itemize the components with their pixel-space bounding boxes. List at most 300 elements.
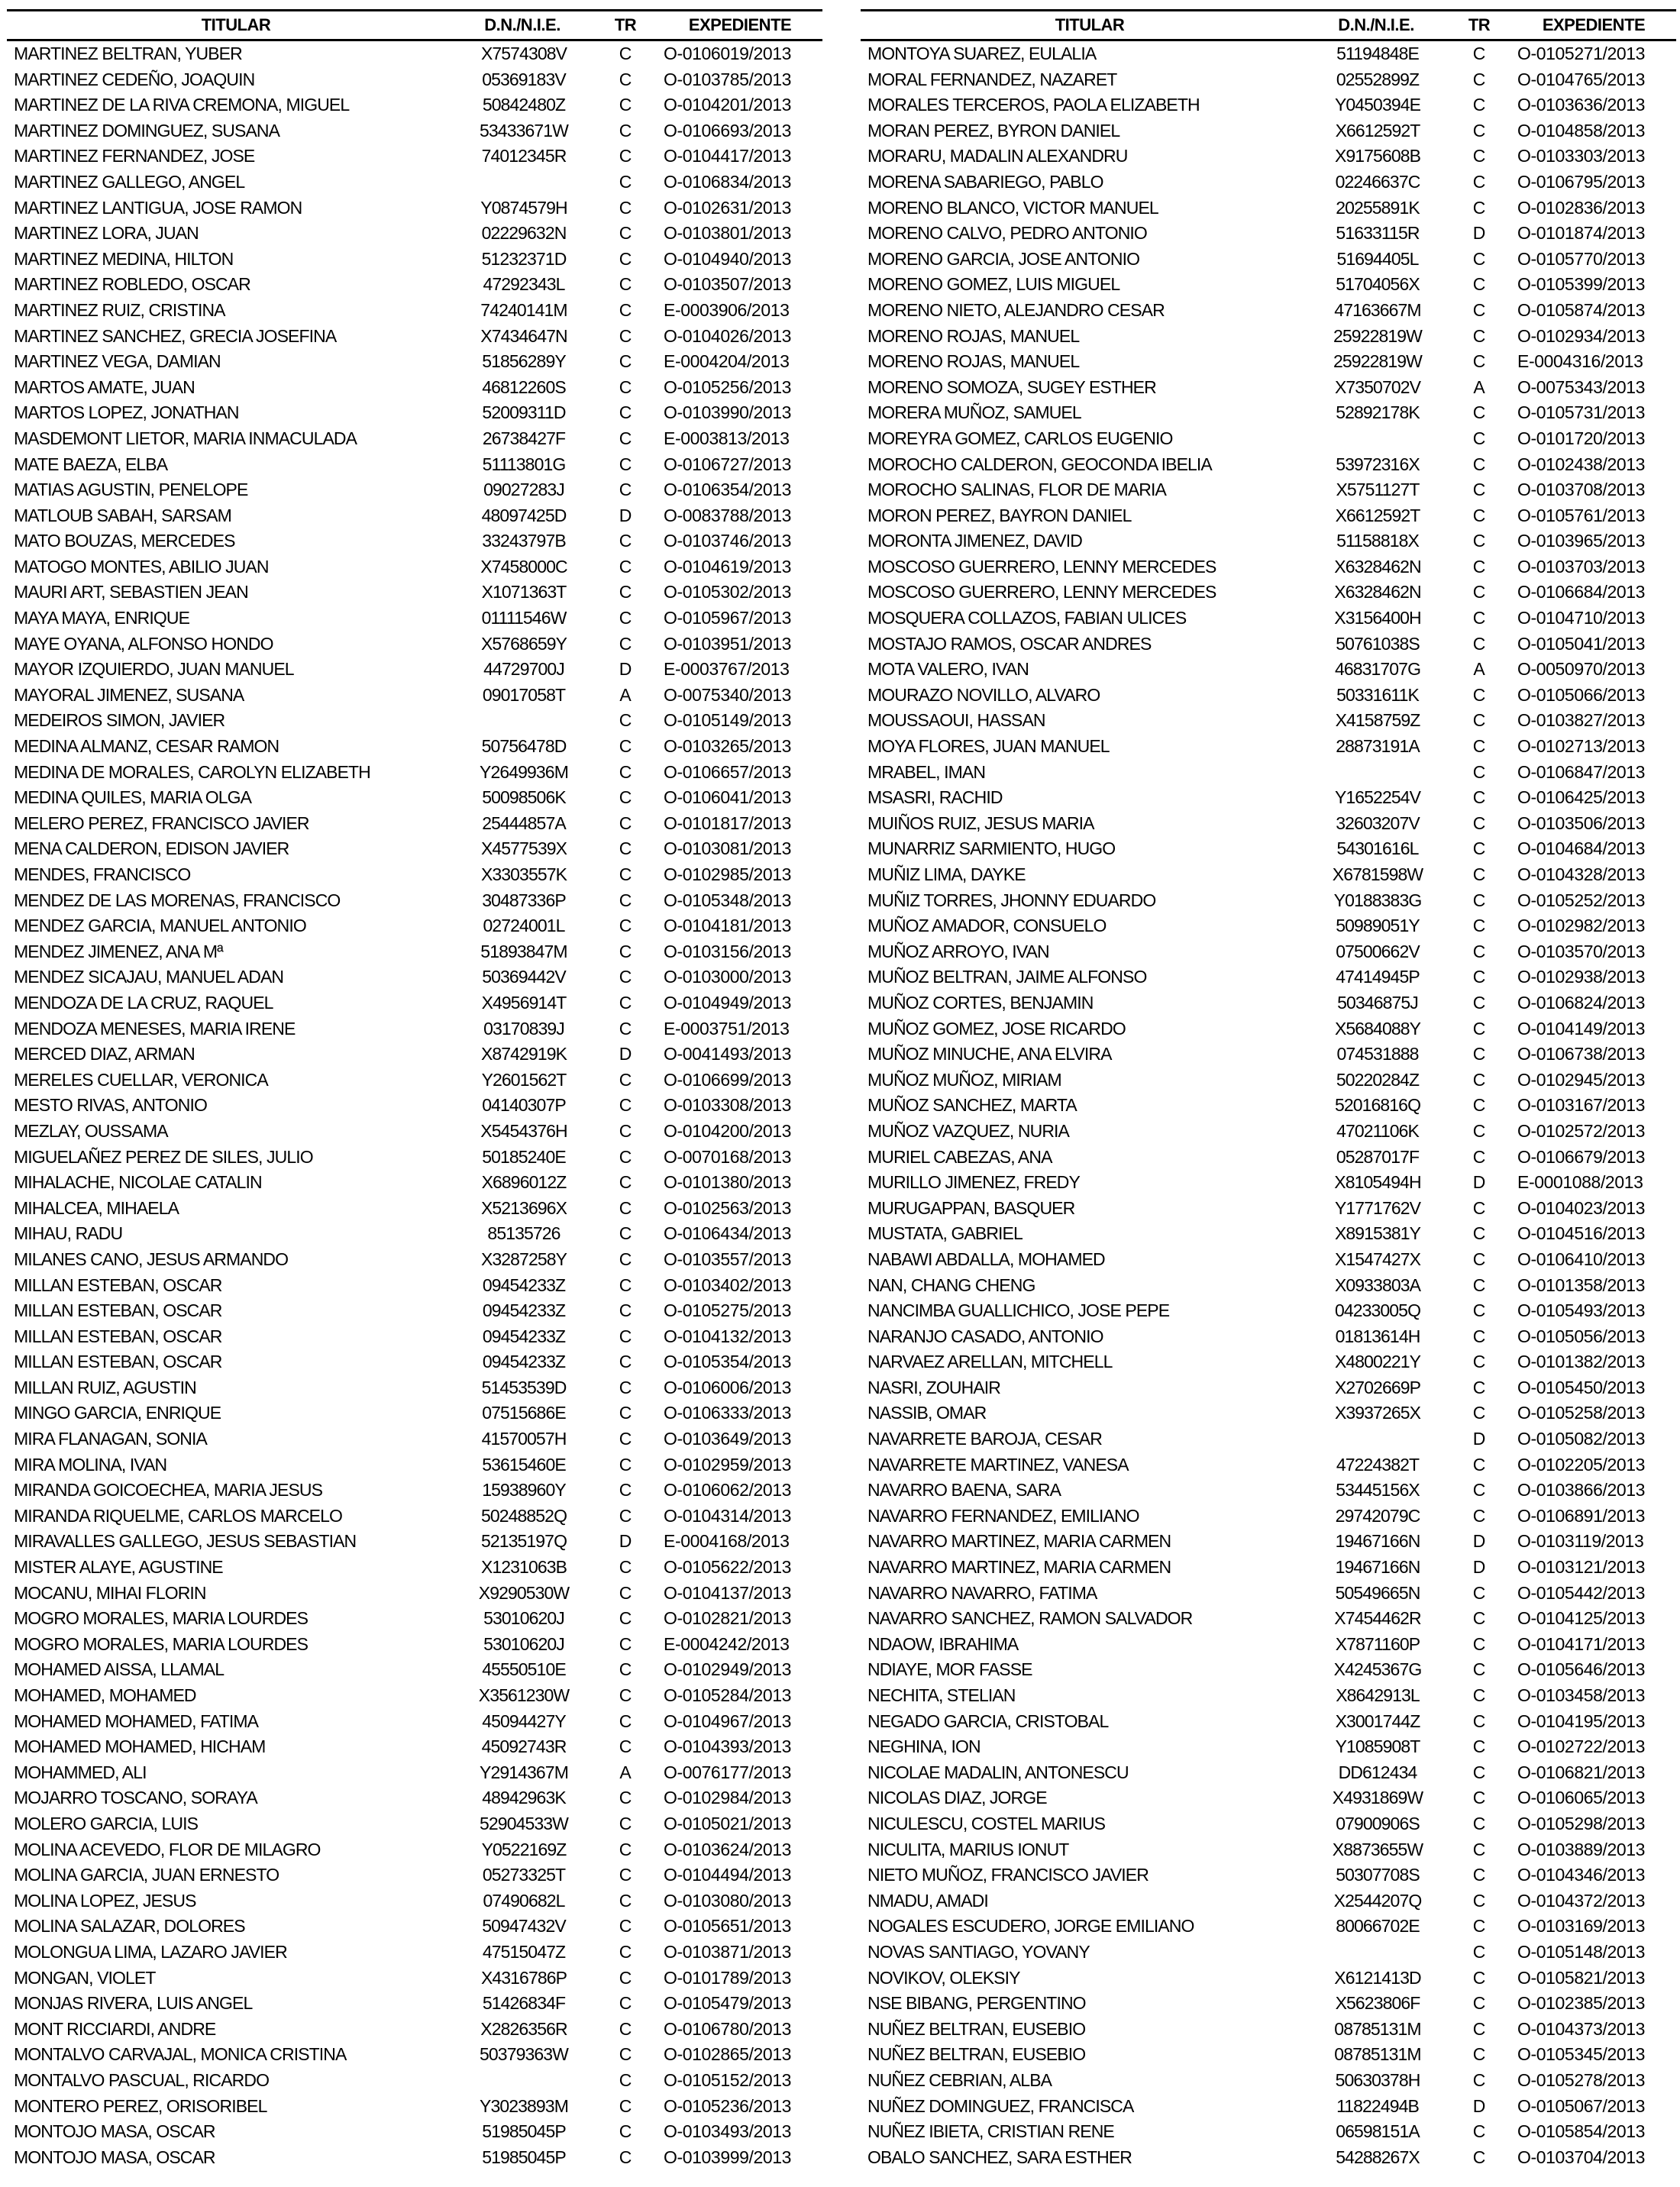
titular-cell: MUÑOZ CORTES, BENJAMIN xyxy=(867,992,1094,1013)
tr-cell: C xyxy=(619,1197,632,1218)
expediente-cell: O-0103999/2013 xyxy=(664,2147,792,2167)
header-dni: D.N./N.I.E. xyxy=(484,15,561,34)
titular-cell: MUIÑOS RUIZ, JESUS MARIA xyxy=(867,812,1094,833)
expediente-cell: O-0104967/2013 xyxy=(664,1711,792,1731)
table-row xyxy=(861,1452,1676,1478)
tr-cell: D xyxy=(619,1531,632,1552)
titular-cell: MIRANDA GOICOECHEA, MARIA JESUS xyxy=(14,1480,323,1501)
dni-cell: 07500662V xyxy=(1336,941,1420,961)
titular-cell: MENDES, FRANCISCO xyxy=(14,864,191,884)
titular-cell: MORENA SABARIEGO, PABLO xyxy=(867,171,1103,192)
expediente-cell: O-0105821/2013 xyxy=(1517,1967,1646,1988)
titular-cell: MUÑOZ VAZQUEZ, NURIA xyxy=(867,1120,1069,1141)
tr-cell: C xyxy=(1472,95,1486,115)
dni-cell: X5684088Y xyxy=(1334,1018,1421,1039)
table-row xyxy=(861,1145,1676,1171)
titular-cell: MIHALCEA, MIHAELA xyxy=(14,1197,179,1218)
table-row xyxy=(861,92,1676,118)
table-top-rule xyxy=(7,9,822,11)
tr-cell: C xyxy=(619,1813,632,1833)
dni-cell: X1231063B xyxy=(480,1557,567,1578)
expediente-cell: O-0105651/2013 xyxy=(664,1916,792,1937)
tr-cell: C xyxy=(1472,967,1486,987)
table-row xyxy=(7,2017,822,2043)
dni-cell: 51856289Y xyxy=(482,351,566,372)
table-top-rule xyxy=(861,9,1676,11)
dni-cell: 50761038S xyxy=(1336,633,1420,654)
tr-cell: C xyxy=(1472,736,1486,757)
table-row xyxy=(861,67,1676,93)
expediente-cell: O-0105021/2013 xyxy=(664,1813,792,1833)
expediente-cell: O-0103000/2013 xyxy=(664,967,792,987)
titular-cell: MOHAMED, MOHAMED xyxy=(14,1685,196,1705)
expediente-cell: O-0106780/2013 xyxy=(664,2018,792,2039)
titular-cell: MENDOZA MENESES, MARIA IRENE xyxy=(14,1018,296,1039)
titular-cell: MARTINEZ LANTIGUA, JOSE RAMON xyxy=(14,197,302,218)
expediente-cell: O-0103506/2013 xyxy=(1517,812,1646,833)
table-row xyxy=(7,528,822,554)
expediente-cell: O-0104137/2013 xyxy=(664,1582,792,1603)
titular-cell: MUÑOZ ARROYO, IVAN xyxy=(867,941,1049,961)
tr-cell: C xyxy=(1472,1941,1486,1962)
expediente-cell: O-0105278/2013 xyxy=(1517,2069,1646,2090)
tr-cell: C xyxy=(1472,941,1486,961)
expediente-cell: O-0104026/2013 xyxy=(664,325,792,346)
table-row xyxy=(7,1375,822,1401)
dni-cell: 05369183V xyxy=(482,69,566,89)
titular-cell: NAVARRETE MARTINEZ, VANESA xyxy=(867,1454,1129,1475)
expediente-cell: O-0103265/2013 xyxy=(664,736,792,757)
tr-cell: C xyxy=(1472,992,1486,1013)
left-table xyxy=(7,0,822,2187)
dni-cell: 25922819W xyxy=(1333,351,1422,372)
expediente-cell: O-0105252/2013 xyxy=(1517,890,1646,910)
table-row xyxy=(7,1914,822,1940)
titular-cell: MOSCOSO GUERRERO, LENNY MERCEDES xyxy=(867,582,1216,602)
titular-cell: MENDEZ GARCIA, MANUEL ANTONIO xyxy=(14,916,306,936)
titular-cell: NAVARRO NAVARRO, FATIMA xyxy=(867,1582,1097,1603)
titular-cell: MOHAMED MOHAMED, HICHAM xyxy=(14,1736,266,1757)
tr-cell: C xyxy=(1472,1608,1486,1629)
dni-cell: 02246637C xyxy=(1335,171,1420,192)
table-row xyxy=(861,1349,1676,1375)
dni-cell: Y2914367M xyxy=(480,1762,568,1782)
dni-cell: X5623806F xyxy=(1335,1993,1420,2014)
dni-cell: X0933803A xyxy=(1334,1274,1421,1295)
table-row xyxy=(7,1632,822,1658)
titular-cell: NARANJO CASADO, ANTONIO xyxy=(867,1326,1103,1346)
titular-cell: MORENO BLANCO, VICTOR MANUEL xyxy=(867,197,1158,218)
expediente-cell: O-0102205/2013 xyxy=(1517,1454,1646,1475)
titular-cell: MARTINEZ RUIZ, CRISTINA xyxy=(14,299,225,320)
tr-cell: C xyxy=(1472,248,1486,269)
titular-cell: MOGRO MORALES, MARIA LOURDES xyxy=(14,1608,309,1629)
expediente-cell: O-0103081/2013 xyxy=(664,838,792,859)
expediente-cell: O-0105236/2013 xyxy=(664,2095,792,2116)
tr-cell: C xyxy=(1472,2069,1486,2090)
table-row xyxy=(7,1093,822,1119)
dni-cell: 41570057H xyxy=(481,1429,567,1449)
expediente-cell: O-0104765/2013 xyxy=(1517,69,1646,89)
expediente-cell: O-0101380/2013 xyxy=(664,1172,792,1193)
titular-cell: MOSCOSO GUERRERO, LENNY MERCEDES xyxy=(867,556,1216,577)
table-row xyxy=(861,1683,1676,1709)
titular-cell: MOHAMED MOHAMED, FATIMA xyxy=(14,1711,259,1731)
tr-cell: C xyxy=(1472,761,1486,782)
tr-cell: C xyxy=(1472,1736,1486,1757)
dni-cell: 50379363W xyxy=(480,2044,568,2065)
table-row xyxy=(7,1170,822,1196)
table-row xyxy=(861,606,1676,632)
table-row xyxy=(861,195,1676,221)
dni-cell: X1071363T xyxy=(481,582,567,602)
titular-cell: MARTINEZ DOMINGUEZ, SUSANA xyxy=(14,120,280,141)
tr-cell: C xyxy=(1472,1044,1486,1064)
tr-cell: C xyxy=(1472,633,1486,654)
expediente-cell: O-0106679/2013 xyxy=(1517,1146,1646,1167)
dni-cell: X7350702V xyxy=(1334,376,1421,397)
tr-cell: C xyxy=(619,376,632,397)
titular-cell: NDAOW, IBRAHIMA xyxy=(867,1633,1019,1654)
tr-cell: C xyxy=(1472,531,1486,551)
dni-cell: 29742079C xyxy=(1335,1505,1420,1526)
table-row xyxy=(861,1093,1676,1119)
tr-cell: C xyxy=(619,480,632,500)
titular-cell: NAVARRO SANCHEZ, RAMON SALVADOR xyxy=(867,1608,1193,1629)
table-row xyxy=(7,1837,822,1863)
dni-cell: 47292343L xyxy=(483,274,565,295)
titular-cell: MUÑOZ AMADOR, CONSUELO xyxy=(867,916,1107,936)
table-row xyxy=(7,1221,822,1247)
table-row xyxy=(861,528,1676,554)
expediente-cell: O-0105399/2013 xyxy=(1517,274,1646,295)
expediente-cell: O-0104494/2013 xyxy=(664,1865,792,1885)
titular-cell: MOSTAJO RAMOS, OSCAR ANDRES xyxy=(867,633,1152,654)
dni-cell: 15938960Y xyxy=(482,1480,566,1501)
titular-cell: MUSTATA, GABRIEL xyxy=(867,1223,1023,1244)
tr-cell: C xyxy=(619,1659,632,1680)
dni-cell: 53445156X xyxy=(1336,1480,1420,1501)
dni-cell: 25922819W xyxy=(1333,325,1422,346)
dni-cell: 50220284Z xyxy=(1336,1069,1420,1090)
titular-cell: NAN, CHANG CHENG xyxy=(867,1274,1035,1295)
table-row xyxy=(861,1478,1676,1504)
table-row xyxy=(861,888,1676,914)
tr-cell: C xyxy=(1472,1788,1486,1808)
table-row xyxy=(861,1298,1676,1324)
expediente-cell: O-0106065/2013 xyxy=(1517,1788,1646,1808)
table-row xyxy=(861,1966,1676,1992)
titular-cell: NUÑEZ DOMINGUEZ, FRANCISCA xyxy=(867,2095,1134,2116)
dni-cell: 09454233Z xyxy=(482,1300,566,1321)
expediente-cell: O-0102985/2013 xyxy=(664,864,792,884)
dni-cell: 51453539D xyxy=(481,1377,567,1397)
tr-cell: C xyxy=(619,1146,632,1167)
dni-cell: 08785131M xyxy=(1334,2018,1421,2039)
dni-cell: X6781598W xyxy=(1332,864,1423,884)
tr-cell: C xyxy=(1472,1300,1486,1321)
titular-cell: MIRA FLANAGAN, SONIA xyxy=(14,1429,207,1449)
expediente-cell: O-0102713/2013 xyxy=(1517,736,1646,757)
titular-cell: MEDINA ALMANZ, CESAR RAMON xyxy=(14,736,279,757)
expediente-cell: O-0105479/2013 xyxy=(664,1993,792,2014)
dni-cell: Y0522169Z xyxy=(481,1839,567,1859)
table-row xyxy=(7,1734,822,1760)
tr-cell: C xyxy=(1472,710,1486,731)
dni-cell: 54288267X xyxy=(1336,2147,1420,2167)
tr-cell: C xyxy=(1472,1505,1486,1526)
titular-cell: NARVAEZ ARELLAN, MITCHELL xyxy=(867,1352,1113,1372)
expediente-cell: O-0103990/2013 xyxy=(664,402,792,423)
titular-cell: MONTERO PEREZ, ORISORIBEL xyxy=(14,2095,267,2116)
titular-cell: MOSQUERA COLLAZOS, FABIAN ULICES xyxy=(867,608,1187,628)
tr-cell: C xyxy=(1472,1916,1486,1937)
table-row xyxy=(861,1221,1676,1247)
titular-cell: MEDINA QUILES, MARIA OLGA xyxy=(14,787,252,808)
titular-cell: MIRAVALLES GALLEGO, JESUS SEBASTIAN xyxy=(14,1531,357,1552)
tr-cell: C xyxy=(1472,838,1486,859)
tr-cell: A xyxy=(619,684,632,705)
table-row xyxy=(7,990,822,1016)
tr-cell: C xyxy=(619,299,632,320)
expediente-cell: O-0105066/2013 xyxy=(1517,684,1646,705)
expediente-cell: O-0106425/2013 xyxy=(1517,787,1646,808)
expediente-cell: O-0103493/2013 xyxy=(664,2121,792,2142)
dni-cell: 074531888 xyxy=(1336,1044,1419,1064)
tr-cell: C xyxy=(619,1069,632,1090)
dni-cell: 51633115R xyxy=(1336,223,1420,244)
table-row xyxy=(7,554,822,580)
titular-cell: MATIAS AGUSTIN, PENELOPE xyxy=(14,480,248,500)
expediente-cell: O-0104372/2013 xyxy=(1517,1890,1646,1911)
table-row xyxy=(7,477,822,503)
table-row xyxy=(861,1426,1676,1452)
tr-cell: C xyxy=(619,531,632,551)
table-row xyxy=(861,1811,1676,1837)
table-row xyxy=(7,170,822,195)
titular-cell: MERELES CUELLAR, VERONICA xyxy=(14,1069,268,1090)
dni-cell: X3156400H xyxy=(1334,608,1421,628)
titular-cell: NAVARRO BAENA, SARA xyxy=(867,1480,1061,1501)
dni-cell: X4800221Y xyxy=(1334,1352,1421,1372)
tr-cell: C xyxy=(619,2147,632,2167)
table-row xyxy=(7,1991,822,2017)
dni-cell: 51113801G xyxy=(482,454,566,474)
table-row xyxy=(7,1068,822,1094)
expediente-cell: O-0083788/2013 xyxy=(664,505,792,525)
titular-cell: NAVARRO MARTINEZ, MARIA CARMEN xyxy=(867,1557,1171,1578)
dni-cell: 53972316X xyxy=(1336,454,1420,474)
expediente-cell: O-0104181/2013 xyxy=(664,916,792,936)
dni-cell: X8873655W xyxy=(1332,1839,1423,1859)
table-row xyxy=(7,1400,822,1426)
expediente-cell: O-0102821/2013 xyxy=(664,1608,792,1629)
titular-cell: MOUSSAOUI, HASSAN xyxy=(867,710,1045,731)
table-row xyxy=(7,272,822,298)
expediente-cell: O-0103708/2013 xyxy=(1517,480,1646,500)
dni-cell: X6896012Z xyxy=(481,1172,567,1193)
tr-cell: C xyxy=(619,1993,632,2014)
expediente-cell: O-0106006/2013 xyxy=(664,1377,792,1397)
table-row xyxy=(7,118,822,144)
dni-cell: 50248852Q xyxy=(480,1505,567,1526)
titular-cell: MOHAMED AISSA, LLAMAL xyxy=(14,1659,225,1680)
header-titular: TITULAR xyxy=(201,15,271,34)
dni-cell: Y0874579H xyxy=(480,197,567,218)
table-row xyxy=(861,734,1676,760)
expediente-cell: O-0104417/2013 xyxy=(664,146,792,166)
tr-cell: C xyxy=(619,812,632,833)
table-row xyxy=(7,221,822,247)
expediente-cell: O-0103889/2013 xyxy=(1517,1839,1646,1859)
table-row xyxy=(861,632,1676,657)
dni-cell: Y0450394E xyxy=(1334,95,1421,115)
table-row xyxy=(7,2119,822,2145)
dni-cell: 80066702E xyxy=(1336,1916,1420,1937)
table-row xyxy=(861,1760,1676,1786)
titular-cell: MORALES TERCEROS, PAOLA ELIZABETH xyxy=(867,95,1200,115)
titular-cell: MRABEL, IMAN xyxy=(867,761,986,782)
titular-cell: MENDEZ JIMENEZ, ANA Mª xyxy=(14,941,223,961)
table-row xyxy=(861,1581,1676,1607)
tr-cell: C xyxy=(619,351,632,372)
dni-cell: X7434647N xyxy=(480,325,567,346)
expediente-cell: O-0104684/2013 xyxy=(1517,838,1646,859)
expediente-cell: O-0103156/2013 xyxy=(664,941,792,961)
tr-cell: C xyxy=(1472,2018,1486,2039)
expediente-cell: O-0102984/2013 xyxy=(664,1788,792,1808)
tr-cell: C xyxy=(1472,428,1486,448)
tr-cell: C xyxy=(619,556,632,577)
tr-cell: C xyxy=(1472,1633,1486,1654)
tr-cell: C xyxy=(619,44,632,63)
table-row xyxy=(861,657,1676,683)
dni-cell: X5751127T xyxy=(1336,480,1420,500)
tr-cell: C xyxy=(619,2018,632,2039)
titular-cell: MOURAZO NOVILLO, ALVARO xyxy=(867,684,1100,705)
table-row xyxy=(861,170,1676,195)
table-row xyxy=(7,964,822,990)
table-row xyxy=(7,811,822,837)
titular-cell: MOJARRO TOSCANO, SORAYA xyxy=(14,1788,257,1808)
table-row xyxy=(861,964,1676,990)
expediente-cell: O-0103557/2013 xyxy=(664,1249,792,1269)
tr-cell: C xyxy=(619,1916,632,1937)
tr-cell: C xyxy=(619,1685,632,1705)
titular-cell: MARTINEZ FERNANDEZ, JOSE xyxy=(14,146,255,166)
titular-cell: MUÑOZ BELTRAN, JAIME ALFONSO xyxy=(867,967,1147,987)
expediente-cell: O-0104132/2013 xyxy=(664,1326,792,1346)
titular-cell: MARTINEZ MEDINA, HILTON xyxy=(14,248,234,269)
tr-cell: C xyxy=(1472,1095,1486,1116)
table-row xyxy=(861,298,1676,324)
titular-cell: MEDEIROS SIMON, JAVIER xyxy=(14,710,225,731)
table-row xyxy=(861,785,1676,811)
expediente-cell: O-0101720/2013 xyxy=(1517,428,1646,448)
dni-cell: 25444857A xyxy=(482,812,566,833)
titular-cell: MIHALACHE, NICOLAE CATALIN xyxy=(14,1172,262,1193)
dni-cell: 53010620J xyxy=(483,1608,564,1629)
tr-cell: C xyxy=(619,95,632,115)
expediente-cell: O-0103080/2013 xyxy=(664,1890,792,1911)
dni-cell: 51194848E xyxy=(1336,44,1419,63)
tr-cell: C xyxy=(619,1454,632,1475)
dni-cell: 74240141M xyxy=(480,299,567,320)
titular-cell: MELERO PEREZ, FRANCISCO JAVIER xyxy=(14,812,309,833)
expediente-cell: O-0105302/2013 xyxy=(664,582,792,602)
dni-cell: 07490682L xyxy=(483,1890,565,1911)
dni-cell: X8642913L xyxy=(1336,1685,1420,1705)
expediente-cell: O-0106847/2013 xyxy=(1517,761,1646,782)
dni-cell: 48942963K xyxy=(482,1788,566,1808)
titular-cell: MOLINA ACEVEDO, FLOR DE MILAGRO xyxy=(14,1839,321,1859)
dni-cell: 51893847M xyxy=(480,941,567,961)
dni-cell: X7458000C xyxy=(480,556,567,577)
titular-cell: NABAWI ABDALLA, MOHAMED xyxy=(867,1249,1105,1269)
table-row xyxy=(7,1529,822,1555)
tr-cell: C xyxy=(619,941,632,961)
tr-cell: C xyxy=(619,1788,632,1808)
table-row xyxy=(861,1170,1676,1196)
tr-cell: C xyxy=(1472,1993,1486,2014)
tr-cell: C xyxy=(1472,1865,1486,1885)
titular-cell: MORERA MUÑOZ, SAMUEL xyxy=(867,402,1081,423)
tr-cell: D xyxy=(1472,1172,1486,1193)
expediente-cell: O-0106410/2013 xyxy=(1517,1249,1646,1269)
titular-cell: MATO BOUZAS, MERCEDES xyxy=(14,531,235,551)
expediente-cell: O-0105271/2013 xyxy=(1517,44,1646,63)
titular-cell: MURILLO JIMENEZ, FREDY xyxy=(867,1172,1080,1193)
expediente-cell: O-0106041/2013 xyxy=(664,787,792,808)
tr-cell: C xyxy=(1472,2121,1486,2142)
dni-cell: X8105494H xyxy=(1334,1172,1421,1193)
titular-cell: MARTINEZ ROBLEDO, OSCAR xyxy=(14,274,250,295)
expediente-cell: O-0105622/2013 xyxy=(664,1557,792,1578)
expediente-cell: O-0102938/2013 xyxy=(1517,967,1646,987)
dni-cell: Y3023893M xyxy=(480,2095,568,2116)
titular-cell: MOLINA SALAZAR, DOLORES xyxy=(14,1916,245,1937)
table-row xyxy=(7,452,822,478)
tr-cell: C xyxy=(1472,120,1486,141)
expediente-cell: O-0104125/2013 xyxy=(1517,1608,1646,1629)
table-row xyxy=(7,247,822,273)
expediente-cell: E-0003813/2013 xyxy=(664,428,790,448)
tr-cell: C xyxy=(1472,582,1486,602)
titular-cell: NUÑEZ IBIETA, CRISTIAN RENE xyxy=(867,2121,1114,2142)
expediente-cell: O-0105345/2013 xyxy=(1517,2044,1646,2065)
tr-cell: C xyxy=(619,1608,632,1629)
expediente-cell: O-0102572/2013 xyxy=(1517,1120,1646,1141)
expediente-cell: O-0103121/2013 xyxy=(1517,1557,1646,1578)
titular-cell: MOROCHO CALDERON, GEOCONDA IBELIA xyxy=(867,454,1212,474)
expediente-cell: O-0104171/2013 xyxy=(1517,1633,1646,1654)
titular-cell: MSASRI, RACHID xyxy=(867,787,1003,808)
table-row xyxy=(7,195,822,221)
tr-cell: D xyxy=(1472,2095,1486,2116)
expediente-cell: O-0075340/2013 xyxy=(664,684,792,705)
dni-cell: X6612592T xyxy=(1335,505,1420,525)
expediente-cell: O-0104373/2013 xyxy=(1517,2018,1646,2039)
expediente-cell: O-0105152/2013 xyxy=(664,2069,792,2090)
dni-cell: 50331611K xyxy=(1336,684,1419,705)
tr-cell: C xyxy=(1472,684,1486,705)
tr-cell: C xyxy=(619,1582,632,1603)
dni-cell: 45094427Y xyxy=(482,1711,566,1731)
expediente-cell: O-0103624/2013 xyxy=(664,1839,792,1859)
tr-cell: C xyxy=(619,1480,632,1501)
tr-cell: C xyxy=(619,248,632,269)
tr-cell: C xyxy=(619,864,632,884)
